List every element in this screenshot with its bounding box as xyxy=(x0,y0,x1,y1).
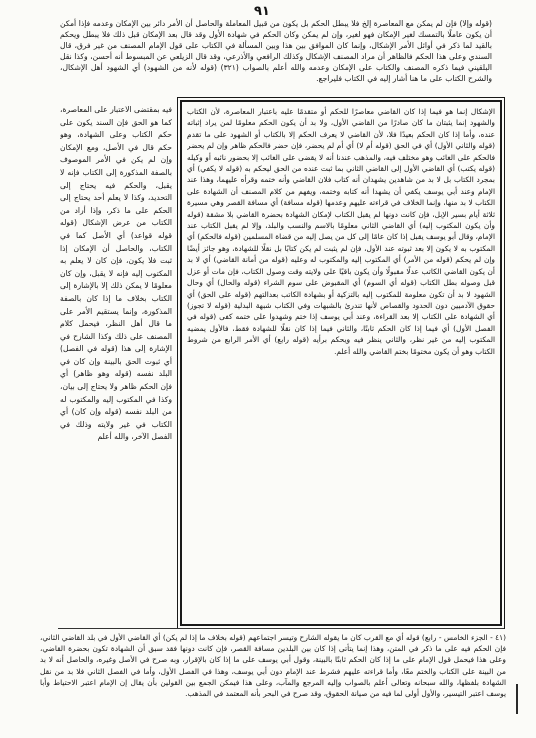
bottom-commentary-block xyxy=(40,632,506,730)
boxed-main-text-body xyxy=(187,106,495,620)
side-margin-text: فيه بمقتضى الاعتبار على المعاصرة، كما هو الحق فإن السند يكون على حكم الكتاب وعلى الشهادة، وهو حكم قال في الأصل، ومع الإمكان وإن لم يكن في الأمر الموصوف بالصفة المذكورة إلى الكتاب فإنه لا يقبل، والحكم فيه يحتاج إلى التحديد، وكذا لا يعلم أحد يحتاج إلى الحكم على ما ذكر، وإذا أراد من الكتاب من عرض الإشكال (قوله قوله قواعد) أي الأصل كما في الكتاب، والحاصل أن الإمكان إذا ثبت فلا يكون، فإن كان لا يعلم به المكتوب إليه فإنه لا يقبل، وإن كان معلومًا لا يمكن ذلك إلا بالإشارة إلى الكتاب بخلاف ما إذا كان بالصفة المذكورة، وإنما يستقيم الأمر على ما قال أهل النظر، فيحمل كلام المصنف على ذلك وكذا الشارح في الإشارة إلى هذا (قوله في الفصل) أي ثبوت الحق بالبينة وإن كان في البلد نفسه (قوله وهو ظاهر) أي فإن الحكم ظاهر ولا يحتاج إلى بيان، وكذا في المكتوب إليه والمكتوب له من البلد نفسه (قوله وإن كان) أي الكتاب في غير ولايته وذلك في الفصل الآخر، والله أعلم xyxy=(60,105,172,442)
footnote-divider xyxy=(58,628,504,629)
top-commentary-text: (قوله وإلا) فإن لم يمكن مع المعاصرة إلخ فلا يبطل الحكم بل يكون من قبيل المعاملة والحاصل أن الأمر دائر بين الإمكان وعدمه فإذا أمكن أن يكون عاملًا بالتمسك لغير الإمكان فهو لغير، وإن لم يمكن وكان الحكم في شهادة الأول وقد قال بعد الإمكان قبل ذلك فلا يبطل ويحكم بالقيد لما ذكر في أوائل الأمر الإشكال، وإنما كان الموافق بين هذا وبين المسألة في الكتاب على قول الإمام المصنف من غير فرق، قال السندي وعلى هذا الحكم فالظاهر أن مراد المصنف الإشكال وكذلك الرافعي والأذرعي، وقد قال الزيلعي عن المبسوط أنه أحسن، وكذا نقل البلقيني فيما ذكره المصنف والكتاب على الإمكان وعدمه والله أعلم بالصواب (٣٢١) (قوله لأنه من الشهود) أي الشهود أهل الإشكال، والشرح الكتاب على ما هنا أشار إليه في الكتاب فليراجع. xyxy=(60,19,492,83)
top-commentary-block xyxy=(60,18,492,106)
bottom-commentary-text: (٤١ - الجزء الخامس - رابع) قوله أي مع القرب كان ما يقوله الشارح وتيسر اجتماعهم (قوله بخلاف ما إذا لم يكن) أي القاضي الأول في بلد القاضي الثاني، فإن الحكم فيه على ما ذكر في المتن، وهذا إنما يتأتى إذا كان بين البلدين مسافة القصر، فإن كانت دونها فقد سبق أن الشهادة تكون بحضرة القاضي، وعلى هذا فيحمل قول الإمام على ما إذا كان الحكم ثابتًا بالبينة، وقول أبي يوسف على ما إذا كان بالإقرار، وبه صرح في الأصل وغيره، والحاصل أنه لا بد من البينة على الكتاب والختم معًا، وأما قراءته عليهم فشرط عند الإمام دون أبي يوسف، وهذا في الفصل الأول، وأما في الفصل الثاني فلا بد من نقل الشهادة بلفظها، والله سبحانه وتعالى أعلم بالصواب وإليه المرجع والمآب، وعلى هذا فيمكن الجمع بين القولين بأن يقال إن الإمام اعتبر الاحتياط وأبا يوسف اعتبر التيسير، والأول أولى لما فيه من صيانة الحقوق، وقد صرح في البحر بأنه المعتمد في المذهب. xyxy=(40,633,506,699)
boxed-main-text-frame xyxy=(180,100,502,626)
page-number: ٩١ xyxy=(254,4,270,19)
boxed-main-text: الإشكال إنما هو فيما إذا كان القاضي معاصرًا للحكم أو متقدمًا عليه باعتبار المعاصرة، لأن الكتاب والشهود إنما يثبتان ما كان صادرًا من القاضي الأول، ولا بد أن يكون الحكم معلومًا لمن يراد إثباته عنده، وأما إذا كان الحكم بعيدًا فلا، لأن القاضي لا يعرف الحكم إلا بالكتاب أو الشهود على ما تقدم (قوله والثاني الأول) أي في الحق (قوله أم لا) أي أم لم يحضر، فإن حضر فالحكم ظاهر وإن لم يحضر فالحكم على الغائب وهو مختلف فيه، والمذهب عندنا أنه لا يقضى على الغائب إلا بحضور نائبه أو وكيله (قوله يكتب) أي القاضي الأول إلى القاضي الثاني بما ثبت عنده من الحق ليحكم به (قوله لا يكفي) أي بمجرد الكتاب بل لا بد من شاهدين يشهدان أنه كتاب فلان القاضي وأنه ختمه وقرأه عليهما، وهذا عند الإمام وعند أبي يوسف يكفي أن يشهدا أنه كتابه وختمه، ويفهم من كلام المصنف أن الشهادة على الكتاب لا بد منها، وإنما الخلاف في قراءته عليهم وعدمها (قوله مسافة) أي مسافة القصر وهي مسيرة ثلاثة أيام بسير الإبل، فإن كانت دونها لم يقبل الكتاب لإمكان الشهادة بحضرة القاضي بلا مشقة (قوله وأن يكون المكتوب إليه) أي القاضي الثاني معلومًا بالاسم والنسب والبلد، وإلا لم يقبل الكتاب عند الإمام، وقال أبو يوسف يقبل إذا كان عامًا إلى كل من يصل إليه من قضاة المسلمين (قوله فالحكم) أي المكتوب به لا يكون إلا بعد ثبوته عند الأول، فإن لم يثبت لم يكن كتابًا بل نقلًا للشهادة، وهو جائز أيضًا وإن لم يحكم (قوله من الأمر) أي المكتوب إليه والمكتوب له وعليه (قوله من أمانة القاضي) أي لا بد أن يكون القاضي الكاتب عدلًا مقبولًا وأن يكون باقيًا على ولايته وقت وصول الكتاب، فإن مات أو عزل قبل وصوله بطل الكتاب (قوله أي السوم) أي المقبوض على سوم الشراء (قوله والحال) أي وحال الشهود لا بد أن تكون معلومة للمكتوب إليه بالتزكية أو بشهادة الكاتب بعدالتهم (قوله على الحق) أي حقوق الآدميين دون الحدود والقصاص لأنها تندرئ بالشبهات وفي الكتاب شبهة البدلية (قوله لا تجوز) أي الشهادة على الكتاب إلا بعد القراءة، وعند أبي يوسف إذا ختم وشهدوا على ختمه كفى (قوله في الفصل الأول) أي فيما إذا كان الحكم ثابتًا، والثاني فيما إذا كان نقلًا للشهادة فقط، فالأول يمضيه المكتوب إليه من غير نظر، والثاني ينظر فيه ويحكم برأيه (قوله رابع) أي الأمر الرابع من شروط الكتاب وهو أن يكون مختومًا بختم القاضي والله أعلم. xyxy=(187,107,495,356)
page-edge-mark xyxy=(516,684,518,714)
side-margin-commentary xyxy=(60,104,172,626)
